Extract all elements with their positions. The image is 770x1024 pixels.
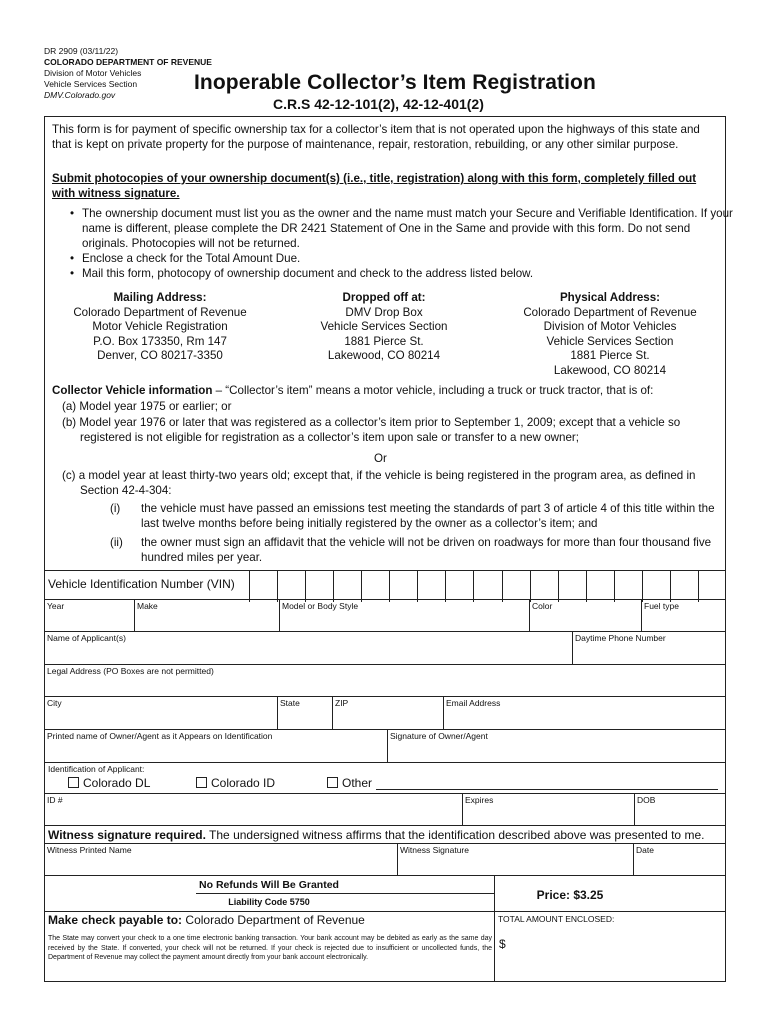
vin-char-box[interactable] [361,570,390,602]
address-line: Colorado Department of Revenue [523,305,697,319]
address-heading: Mailing Address: [113,291,207,304]
vin-char-box[interactable] [698,570,727,602]
dropoff-address [288,291,480,364]
vin-char-box[interactable] [670,570,699,602]
witness-date-field[interactable]: Date [636,845,654,855]
criteria-a: (a) Model year 1975 or earlier; or [62,400,232,413]
divider [44,762,726,763]
state-field[interactable]: State [280,698,300,708]
phone-field[interactable]: Daytime Phone Number [575,633,666,643]
witness-heading: Witness signature required. [48,828,206,842]
divider [572,631,573,664]
sub-item-number: (i) [110,502,121,515]
list-item: • Mail this form, photocopy of ownership document and check to the address listed below. [82,266,734,281]
city-field[interactable]: City [47,698,62,708]
divider [494,911,726,912]
fuel-type-field[interactable]: Fuel type [644,601,679,611]
sub-item-number: (ii) [110,536,123,549]
total-amount-input[interactable] [508,925,722,975]
payable-name: Colorado Department of Revenue [182,913,365,927]
id-number-field[interactable]: ID # [47,795,63,805]
make-field[interactable]: Make [137,601,158,611]
divider [196,893,494,894]
address-line: Motor Vehicle Registration [92,320,228,333]
option-label: Other [342,776,373,790]
vin-char-box[interactable] [305,570,334,602]
divider [462,793,463,825]
vin-char-box[interactable] [530,570,559,602]
vin-char-box[interactable] [558,570,587,602]
divider [277,696,278,729]
instruction-text: Submit photocopies of your ownership document(s) (i.e., title, registration) along with this form, completely filled out with witness signature. [52,172,697,200]
divider [443,696,444,729]
vin-char-box[interactable] [445,570,474,602]
other-option[interactable] [327,776,372,790]
address-line: Lakewood, CO 80214 [553,363,667,377]
vin-char-box[interactable] [642,570,671,602]
disclaimer-text: The State may convert your check to a one time electronic banking transaction. Your bank account may be debited as early as the same day received by the State. If converted, your check will not be returned. If your check is rejected due to insufficient or uncollected funds, the Department of Revenue may collect the payment amount directly from your bank account electronically. [48,935,492,961]
form-header-info [44,46,212,101]
printed-name-field[interactable]: Printed name of Owner/Agent as it Appears on Identification [47,731,273,741]
divider [397,843,398,875]
color-field[interactable]: Color [532,601,553,611]
vin-char-box[interactable] [614,570,643,602]
sub-item-i: the vehicle must have passed an emissions test meeting the standards of part 3 of article 4 of this title within the last twelve months before being initially registered by the owner as a collector’s item; and [141,502,715,530]
divider [279,599,280,632]
address-heading: Physical Address: [559,291,661,304]
collector-definition [52,383,720,398]
liability-code: Liability Code 5750 [228,897,310,907]
vin-char-box[interactable] [333,570,362,602]
applicant-name-field[interactable]: Name of Applicant(s) [47,633,126,643]
identification-label: Identification of Applicant: [48,764,145,774]
intro-text: This form is for payment of specific ownership tax for a collector’s item that is not operated upon the highways of this state and that is kept on private property for the purpose of maintenance, repair, restoration, rebuilding, or any other similar purpose. [52,123,700,151]
payable-to [48,913,365,927]
page-title: Inoperable Collector’s Item Registration [194,71,596,94]
divider [634,793,635,825]
model-field[interactable]: Model or Body Style [282,601,359,611]
email-field[interactable]: Email Address [446,698,501,708]
physical-address [506,291,714,378]
zip-field[interactable]: ZIP [335,698,349,708]
divider [529,599,530,632]
address-line: Vehicle Services Section [320,320,448,333]
vin-char-box[interactable] [417,570,446,602]
vin-char-box[interactable] [389,570,418,602]
section-name: Vehicle Services Section [44,79,138,89]
vin-char-box[interactable] [473,570,502,602]
address-line: P.O. Box 173350, Rm 147 [93,334,227,348]
instruction-list [52,206,734,281]
divider [44,875,726,876]
address-line: Vehicle Services Section [546,334,674,348]
address-line: Lakewood, CO 80214 [327,349,441,362]
no-refunds-notice: No Refunds Will Be Granted [199,879,339,891]
colorado-dl-option[interactable] [68,776,150,790]
colorado-id-option[interactable] [196,776,275,790]
address-heading: Dropped off at: [342,291,426,304]
checkbox-icon [68,777,79,788]
vin-char-box[interactable] [586,570,615,602]
witness-printed-name-field[interactable]: Witness Printed Name [47,845,132,855]
criteria-b: (b) Model year 1976 or later that was registered as a collector’s item prior to September 1, 2009; except that a vehicle so registered is not eligible for registration as a collector’s item upon sale or transfer to a new owner; [62,416,681,444]
dollar-sign: $ [499,937,506,951]
divider [641,599,642,632]
checkbox-icon [196,777,207,788]
address-line: 1881 Pierce St. [344,334,424,348]
witness-statement [48,828,704,842]
address-line: DMV Drop Box [345,305,423,319]
collector-lead: – “Collector’s item” means a motor vehicle, including a truck or truck tractor, that is of: [212,384,654,397]
checkbox-icon [327,777,338,788]
payable-label: Make check payable to: [48,913,183,927]
address-line: 1881 Pierce St. [570,349,650,362]
mailing-address [52,291,268,364]
divider [387,729,388,762]
address-line: Colorado Department of Revenue [73,305,247,319]
total-label: TOTAL AMOUNT ENCLOSED: [498,914,615,924]
criteria-c: (c) a model year at least thirty-two years old; except that, if the vehicle is being registered in the program area, as defined in Section 42-4-304: [62,469,696,497]
form-number: DR 2909 (03/11/22) [44,46,119,56]
statute-reference: C.R.S 42-12-101(2), 42-12-401(2) [273,96,484,112]
division-name: Division of Motor Vehicles [44,68,142,78]
vin-char-box[interactable] [249,570,278,602]
owner-signature-field[interactable]: Signature of Owner/Agent [390,731,488,741]
other-input-line[interactable] [376,789,718,790]
list-item: • Enclose a check for the Total Amount Due. [82,251,734,266]
divider [134,599,135,632]
sub-item-ii: the owner must sign an affidavit that the vehicle will not be driven on roadways for more than four thousand five hundred miles per year. [141,536,712,564]
address-line: Division of Motor Vehicles [543,320,677,333]
divider [633,843,634,875]
witness-signature-field[interactable]: Witness Signature [400,845,469,855]
address-line: Denver, CO 80217-3350 [97,349,223,362]
option-label: Colorado ID [211,776,276,790]
website: DMV.Colorado.gov [44,90,116,100]
dob-field[interactable]: DOB [637,795,656,805]
department-name: COLORADO DEPARTMENT OF REVENUE [44,57,212,67]
collector-heading: Collector Vehicle information [52,384,213,397]
vin-char-box[interactable] [502,570,531,602]
divider [44,911,494,912]
list-item: • The ownership document must list you as the owner and the name must match your Secure and Verifiable Identification. If your name is different, please complete the DR 2421 Statement of One in the Same and provide with this form. Do not send originals. Photocopies will not be returned. [82,206,734,251]
vin-label: Vehicle Identification Number (VIN) [48,577,235,591]
witness-text: The undersigned witness affirms that the identification described above was presented to me. [205,828,705,842]
option-label: Colorado DL [83,776,151,790]
price-label: Price: $3.25 [536,888,604,902]
divider [44,825,726,826]
expires-field[interactable]: Expires [465,795,494,805]
vin-char-box[interactable] [277,570,306,602]
or-text: Or [374,452,387,465]
legal-address-field[interactable]: Legal Address (PO Boxes are not permitted) [47,666,214,676]
year-field[interactable]: Year [47,601,65,611]
divider [332,696,333,729]
